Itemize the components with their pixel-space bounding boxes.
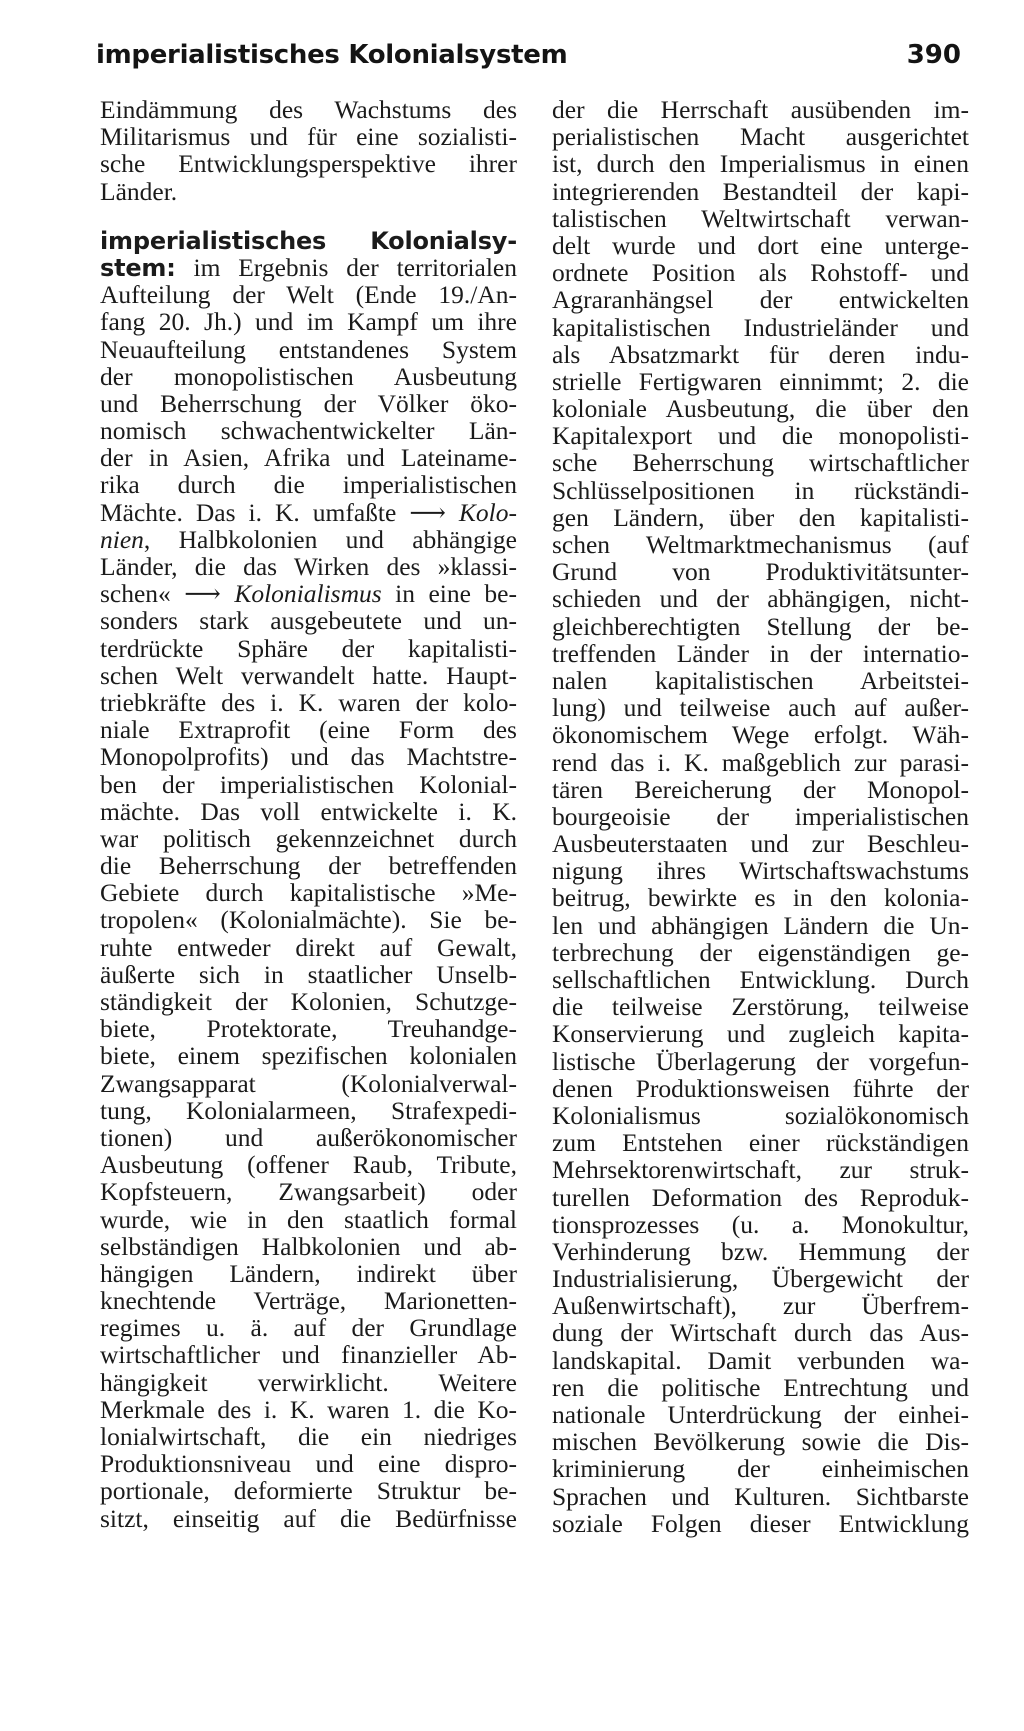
text-line: [100, 580, 517, 607]
text-line: nationale Unterdrückung der einhei-: [552, 1400, 969, 1429]
cross-reference-link[interactable]: nien: [100, 524, 144, 554]
entry-headword-end: stem:: [100, 253, 176, 282]
text-line: schen Welt verwandelt hatte. Haupt-: [100, 660, 517, 690]
entry-headword-line: [100, 227, 517, 254]
text-line: Länder.: [100, 176, 178, 206]
text-line: integrierenden Bestandteil der kapi-: [552, 176, 969, 206]
text-line: Zwangsapparat (Kolonialverwal-: [100, 1068, 517, 1098]
text-line: regimes u. ä. auf der Grundlage: [100, 1313, 517, 1343]
text-line: mischen Bevölkerung sowie die Dis-: [552, 1427, 969, 1457]
text-line: biete, einem spezifischen kolonialen: [100, 1041, 517, 1071]
text-line: der monopolistischen Ausbeutung: [100, 361, 517, 391]
text-line: wurde, wie in den staatlich formal: [100, 1204, 517, 1234]
text-line: koloniale Ausbeutung, die über den: [552, 394, 969, 424]
text-line: Schlüsselpositionen in rückständi-: [552, 475, 969, 505]
text-line: ständigkeit der Kolonien, Schutzge-: [100, 987, 517, 1016]
text-line: Industrialisierung, Übergewicht der: [552, 1264, 969, 1294]
text-line: Aufteilung der Welt (Ende 19./An-: [100, 280, 517, 310]
text-line: ökonomischem Wege erfolgt. Wäh-: [552, 720, 969, 750]
text-line: war politisch gekennzeichnet durch: [100, 823, 517, 853]
text-line: ordnete Position als Rohstoff- und: [552, 258, 969, 288]
text-line: listische Überlagerung der vorgefun-: [552, 1046, 969, 1076]
text-line: die Beherrschung der betreffenden: [100, 851, 517, 881]
paragraph-gap: [100, 205, 517, 227]
text-line: fang 20. Jh.) und im Kampf um ihre: [100, 307, 517, 337]
text-line: talistischen Weltwirtschaft verwan-: [552, 203, 969, 233]
text-line: Monopolprofits) und das Machtstre-: [100, 742, 517, 772]
text-line: tropolen« (Kolonialmächte). Sie be-: [100, 905, 517, 935]
text-line: kriminierung der einheimischen: [552, 1454, 969, 1484]
text-line: sche Beherrschung wirtschaftlicher: [552, 448, 969, 478]
text-line: Merkmale des i. K. waren 1. die Ko-: [100, 1394, 517, 1424]
right-column: [552, 96, 969, 1537]
text-line: nomisch schwachentwickelter Län-: [100, 416, 517, 446]
text-line: bourgeoisie der imperialistischen: [552, 801, 969, 831]
text-line: sche Entwicklungsperspektive ihrer: [100, 149, 517, 179]
text-span: schen«: [100, 579, 185, 609]
arrow-icon: ⟶: [184, 579, 221, 609]
text-line: [100, 499, 517, 526]
text-line: sonders stark ausgebeutete und un-: [100, 606, 517, 636]
text-line: hängigen Ländern, indirekt über: [100, 1258, 517, 1288]
text-line: delt wurde und dort eine unterge-: [552, 230, 969, 260]
text-line: wirtschaftlicher und finanzieller Ab-: [100, 1340, 517, 1370]
text-line: soziale Folgen dieser Entwicklung: [552, 1508, 969, 1538]
text-line: Konservierung und zugleich kapita-: [552, 1019, 969, 1049]
text-line: dung der Wirtschaft durch das Aus-: [552, 1318, 969, 1348]
text-line: Produktionsniveau und eine dispro-: [100, 1449, 517, 1479]
text-line: tionsprozesses (u. a. Monokultur,: [552, 1209, 969, 1239]
text-line: biete, Protektorate, Treuhandge-: [100, 1014, 517, 1044]
text-line: turellen Deformation des Reproduk-: [552, 1182, 969, 1212]
text-line: sitzt, einseitig auf die Bedürfnisse: [100, 1503, 517, 1533]
text-line: rend das i. K. maßgeblich zur parasi-: [552, 747, 969, 777]
text-line: nigung ihres Wirtschaftswachstums: [552, 856, 969, 886]
text-line: zum Entstehen einer rückständigen: [552, 1128, 969, 1158]
text-line: tären Bereicherung der Monopol-: [552, 774, 969, 804]
text-line: Gebiete durch kapitalistische »Me-: [100, 878, 517, 908]
text-line: Kapitalexport und die monopolisti-: [552, 421, 969, 451]
arrow-icon: ⟶: [409, 497, 446, 527]
text-line: selbständigen Halbkolonien und ab-: [100, 1231, 517, 1261]
text-line: Sprachen und Kulturen. Sichtbarste: [552, 1481, 969, 1511]
text-line: mächte. Das voll entwickelte i. K.: [100, 796, 517, 826]
text-line: tionen) und außerökonomischer: [100, 1122, 517, 1152]
text-line: knechtende Verträge, Marionetten-: [100, 1286, 517, 1316]
text-line: denen Produktionsweisen führte der: [552, 1073, 969, 1103]
text-line: der die Herrschaft ausübenden im-: [552, 95, 969, 124]
text-line: Mehrsektorenwirtschaft, zur struk-: [552, 1155, 969, 1185]
running-title: imperialistisches Kolonialsystem: [96, 40, 568, 70]
text-line: Kopfsteuern, Zwangsarbeit) oder: [100, 1177, 517, 1207]
text-line: sellschaftlichen Entwicklung. Durch: [552, 965, 969, 994]
text-line: schieden und der abhängigen, nicht-: [552, 584, 969, 614]
text-line: beitrug, bewirkte es in den kolonia-: [552, 883, 969, 913]
running-header: [96, 40, 961, 80]
text-line: nalen kapitalistischen Arbeitstei-: [552, 665, 969, 695]
text-line: als Absatzmarkt für deren indu-: [552, 339, 969, 369]
text-line: schen Weltmarktmechanismus (auf: [552, 530, 969, 559]
text-line: äußerte sich in staatlicher Unselb-: [100, 959, 517, 989]
text-line: ren die politische Entrechtung und: [552, 1372, 969, 1402]
text-line: [100, 254, 517, 281]
text-line: treffenden Länder in der internatio-: [552, 638, 969, 668]
text-line: hängigkeit verwirklicht. Weitere: [100, 1367, 517, 1397]
text-line: gleichberechtigten Stellung der be-: [552, 611, 969, 641]
text-line: die teilweise Zerstörung, teilweise: [552, 992, 969, 1022]
text-line: Ausbeuterstaaten und zur Beschleu-: [552, 829, 969, 859]
text-line: lung) und teilweise auch auf außer-: [552, 693, 969, 723]
text-line: [100, 526, 517, 553]
text-line: Eindämmung des Wachstums des: [100, 95, 517, 124]
text-line: landskapital. Damit verbunden wa-: [552, 1345, 969, 1375]
text-line: terbrechung der eigenständigen ge-: [552, 937, 969, 967]
text-span: im Ergebnis der territorialen: [175, 252, 517, 282]
text-line: Außenwirtschaft), zur Überfrem-: [552, 1291, 969, 1321]
text-line: Kolonialismus sozialökonomisch: [552, 1100, 969, 1130]
text-line: niale Extraprofit (eine Form des: [100, 715, 517, 745]
text-line: kapitalistischen Industrieländer und: [552, 312, 969, 342]
text-span: Mächte. Das i. K. umfaßte: [100, 497, 410, 527]
text-line: Ausbeutung (offener Raub, Tribute,: [100, 1150, 517, 1180]
text-line: rika durch die imperialistischen: [100, 470, 517, 500]
text-line: lonialwirtschaft, die ein niedriges: [100, 1422, 517, 1451]
text-line: ruhte entweder direkt auf Gewalt,: [100, 932, 517, 962]
text-line: und Beherrschung der Völker öko-: [100, 388, 517, 418]
text-line: strielle Fertigwaren einnimmt; 2. die: [552, 366, 969, 396]
entry-headword: imperialistisches Kolonialsy-: [100, 226, 517, 255]
cross-reference-link[interactable]: Kolo-: [445, 497, 517, 527]
text-span: , Halbkolonien und abhängige: [143, 524, 517, 554]
text-line: terdrückte Sphäre der kapitalisti-: [100, 633, 517, 663]
page-number: 390: [906, 40, 961, 70]
left-column: [100, 96, 517, 1532]
text-line: len und abhängigen Ländern die Un-: [552, 910, 969, 940]
text-line: ben der imperialistischen Kolonial-: [100, 769, 517, 799]
text-line: portionale, deformierte Struktur be-: [100, 1476, 517, 1506]
text-line: Neuaufteilung entstandenes System: [100, 334, 517, 364]
text-line: Militarismus und für eine sozialisti-: [100, 122, 517, 152]
text-line: perialistischen Macht ausgerichtet: [552, 122, 969, 152]
cross-reference-link[interactable]: Kolonialismus: [220, 579, 382, 609]
text-line: gen Ländern, über den kapitalisti-: [552, 502, 969, 532]
text-line: triebkräfte des i. K. waren der kolo-: [100, 687, 517, 717]
text-line: Agraranhängsel der entwickelten: [552, 285, 969, 315]
text-line: Grund von Produktivitätsunter-: [552, 557, 969, 587]
text-line: ist, durch den Imperialismus in einen: [552, 149, 969, 179]
text-line: Verhinderung bzw. Hemmung der: [552, 1236, 969, 1266]
text-span: in eine be-: [381, 579, 517, 609]
text-line: tung, Kolonialarmeen, Strafexpedi-: [100, 1095, 517, 1125]
text-line: der in Asien, Afrika und Lateiname-: [100, 443, 517, 473]
text-line: Länder, die das Wirken des »klassi-: [100, 552, 517, 581]
